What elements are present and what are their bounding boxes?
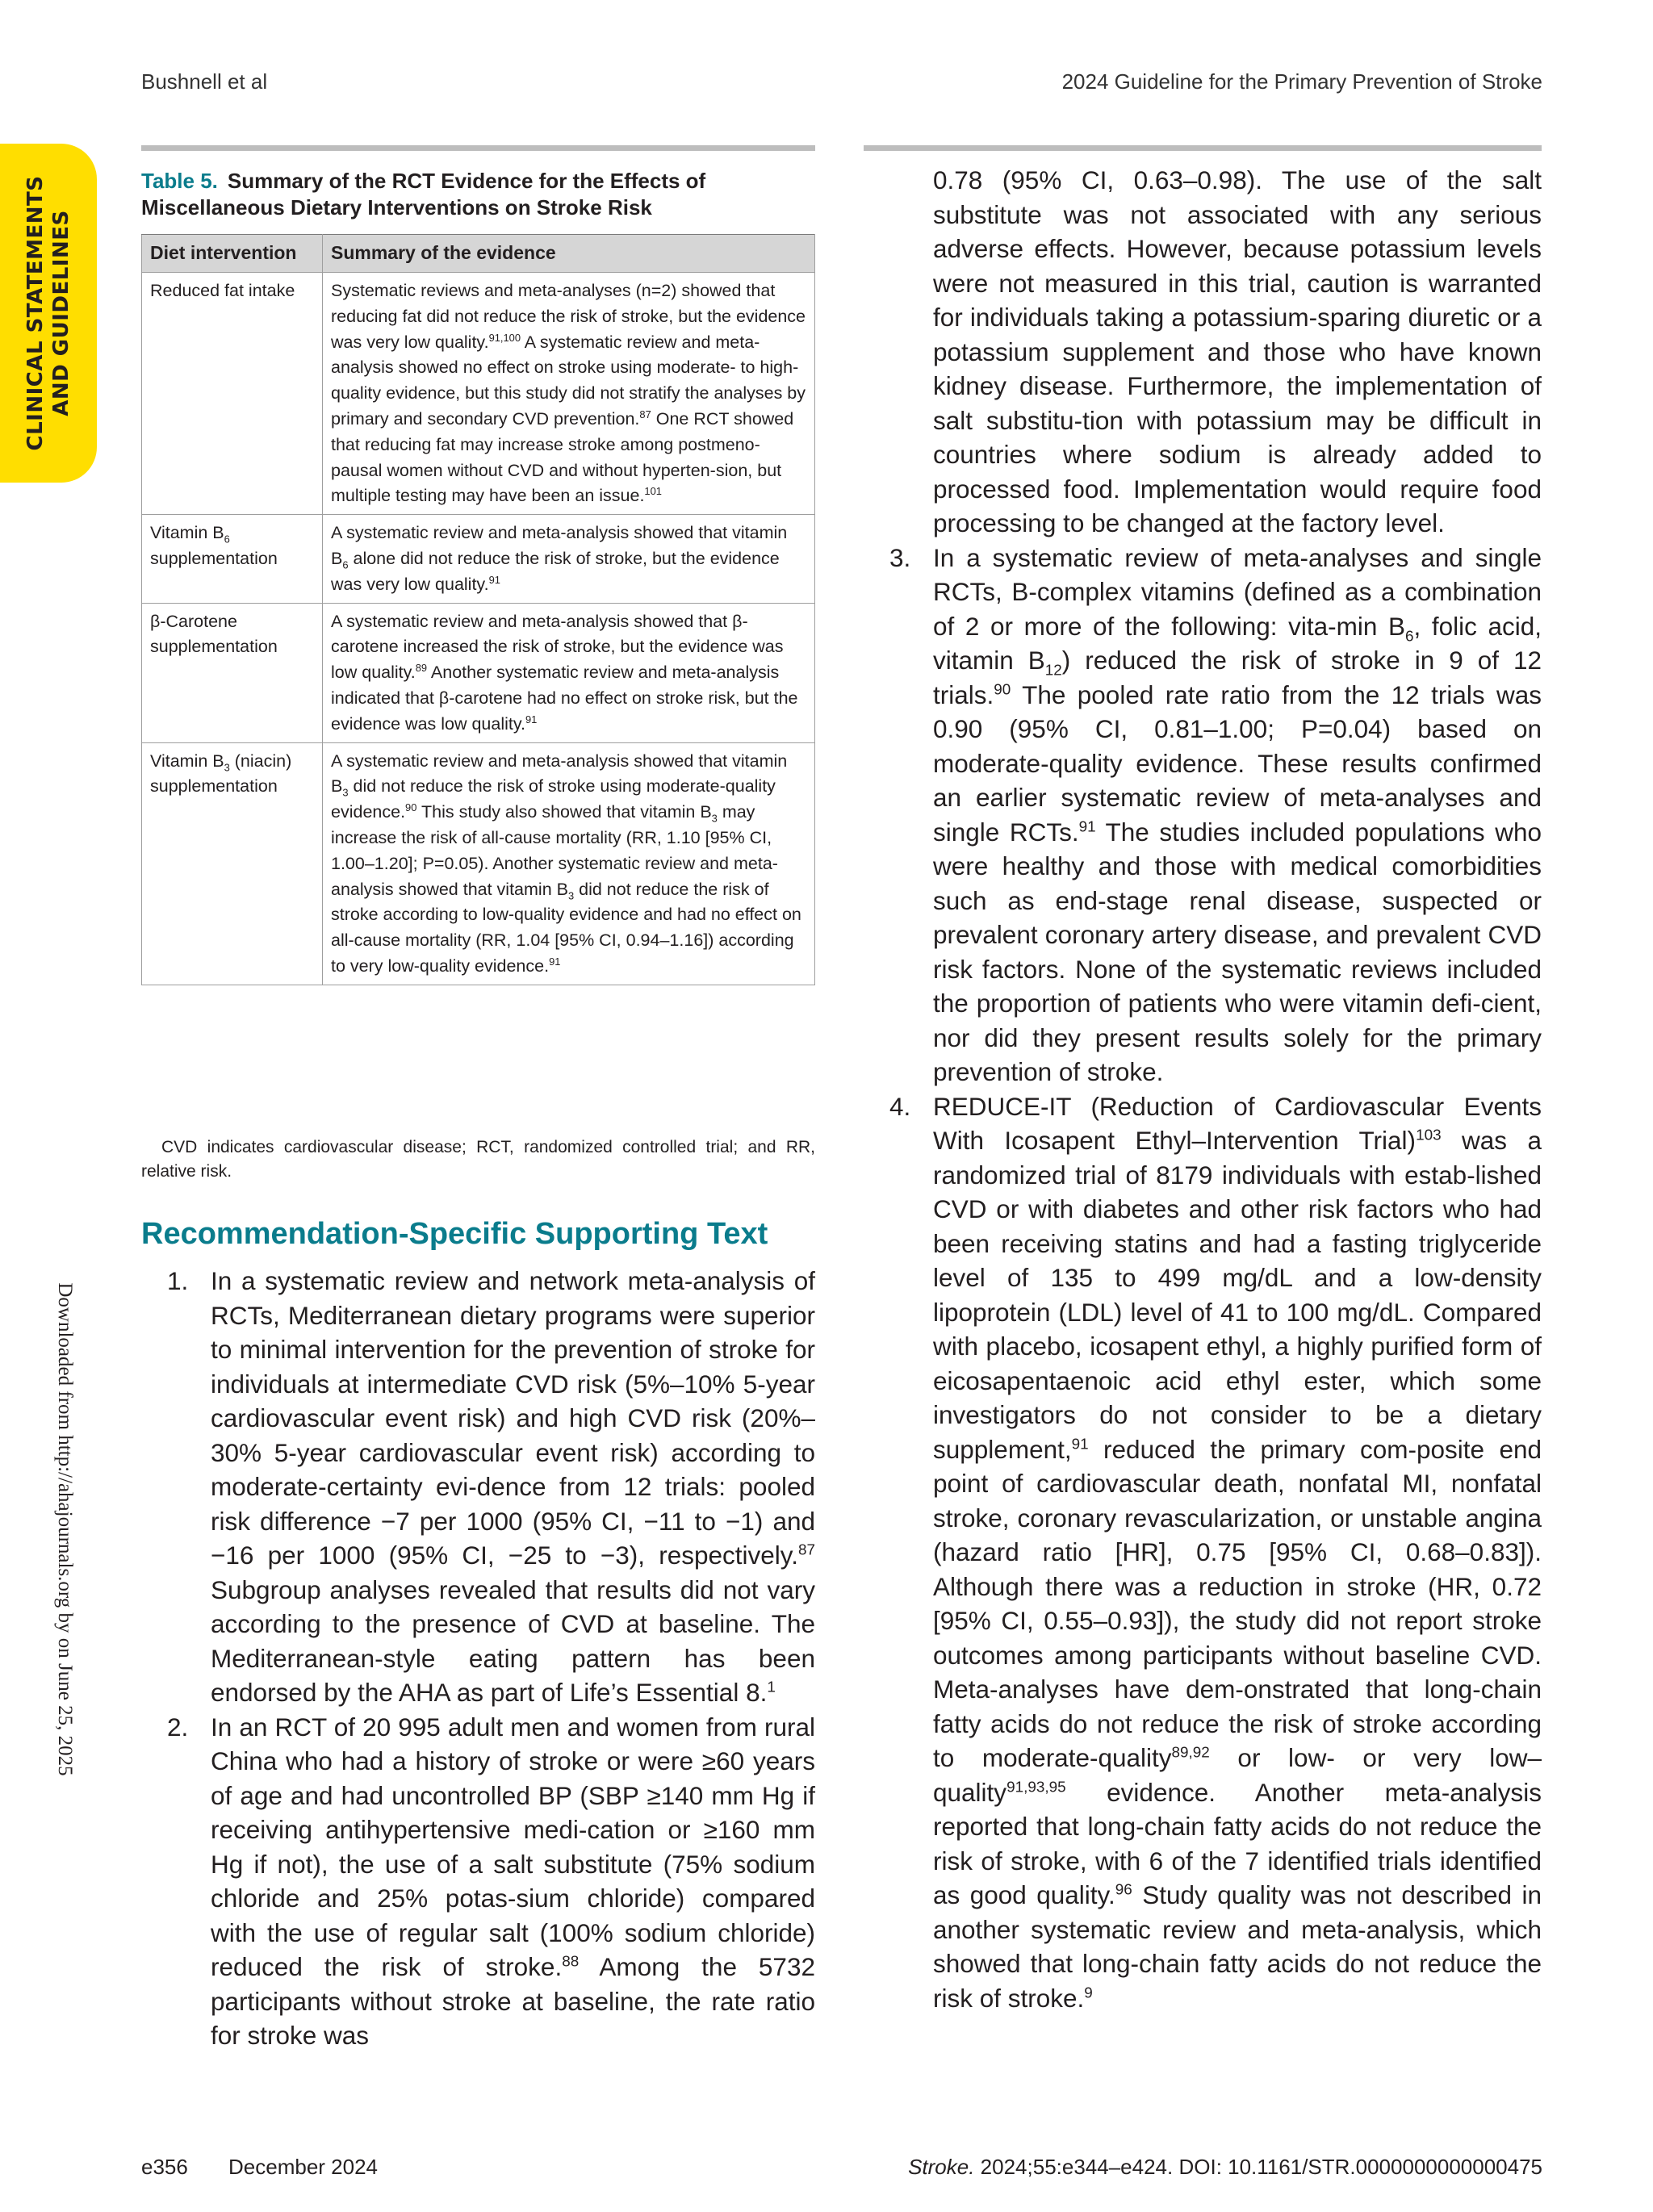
table-row	[142, 273, 815, 515]
table-footnote: CVD indicates cardiovascular disease; RCT, randomized controlled trial; and RR, relative risk.	[141, 1138, 815, 1181]
row-summary: Systematic reviews and meta-analyses (n=2) showed that reducing fat did not reduce the risk of stroke, but the evidence was very low quality.$^{91,100}$ A systematic review and meta-analysis showed no effect on stroke using moderate- to high-quality evidence, but this study did not stratify the analyses by primary and secondary CVD prevention.$^{87}$ One RCT showed that reducing fat may increase stroke among postmeno-pausal women without CVD and without hyperten-sion, but multiple testing may have been an issue.$^{101}$	[323, 273, 815, 515]
section-heading: Recommendation-Specific Supporting Text	[141, 1217, 768, 1251]
download-note: Downloaded from http://ahajournals.org by on June 25, 2025	[54, 1282, 76, 1776]
table-number: Table 5.	[141, 169, 218, 193]
left-column-rule	[141, 145, 815, 151]
list-item-text: In a systematic review of meta-analyses and single RCTs, B-complex vitamins (defined as a combination of 2 or more of the following: vita-min $B_6$, folic acid, vitamin $B_{12}$) reduced the risk of stroke in 9 of 12 trials.$^{90}$ The pooled rate ratio from the 12 trials was 0.90 (95% CI, 0.81–1.00; P=0.04) based on moderate-quality evidence. These results confirmed an earlier systematic review of meta-analyses and single RCTs.$^{91}$ The studies included populations who were healthy and those with medical comorbidities such as end-stage renal disease, suspected or prevalent coronary artery disease, and prevalent CVD risk factors. None of the systematic reviews included the proportion of patients who were vitamin defi-cient, nor did they present results solely for the primary prevention of stroke.	[933, 542, 1542, 1086]
table-row	[142, 742, 815, 985]
list-item	[864, 1089, 1542, 2016]
running-title: 2024 Guideline for the Primary Prevention of Stroke	[1061, 69, 1542, 94]
row-intervention: Vitamin $B_3$ (niacin) supplementation	[142, 742, 323, 985]
journal-name: Stroke.	[908, 2155, 975, 2179]
issue-date: December 2024	[228, 2155, 378, 2179]
list-item-number: 1.	[167, 1266, 189, 1295]
table-row	[142, 603, 815, 742]
list-item	[864, 541, 1542, 1089]
table-header-row	[142, 235, 815, 273]
row-intervention: Reduced fat intake	[142, 273, 323, 515]
list-item-text: REDUCE-IT (Reduction of Cardiovascular Events With Icosapent Ethyl–Intervention Trial)$^{103}$ was a randomized trial of 8179 individuals with estab-lished CVD or with diabetes and other risk factors who had been receiving statins and had a fasting triglyceride level of 135 to 499 mg/dL and a low-density lipoprotein (LDL) level of 41 to 100 mg/dL. Compared with placebo, icosapent ethyl, a highly purified form of eicosapentaenoic acid ethyl ester, which some investigators do not consider to be a dietary supplement,$^{91}$ reduced the primary com-posite end point of cardiovascular death, nonfatal MI, nonfatal stroke, coronary revascularization, or unstable angina (hazard ratio [HR], 0.75 [95% CI, 0.68–0.83]). Although there was a reduction in stroke (HR, 0.72 [95% CI, 0.55–0.93]), the study did not report stroke outcomes among participants without baseline CVD. Meta-analyses have dem-onstrated that long-chain fatty acids do not reduce the risk of stroke according to moderate-quality$^{89,92}$ or low- or very low–quality$^{91,93,95}$ evidence. Another meta-analysis reported that long-chain fatty acids do not reduce the risk of stroke, with 6 of the 7 identified trials identified as good quality.$^{96}$ Study quality was not described in another systematic review and meta-analysis, which showed that long-chain fatty acids do not reduce the risk of stroke.$^9$	[933, 1091, 1542, 2013]
list-item-number: 2.	[167, 1712, 189, 1742]
row-intervention: Vitamin $B_6$ supplementation	[142, 515, 323, 603]
row-summary: A systematic review and meta-analysis showed that vitamin $B_3$ did not reduce the risk of stroke using moderate-quality evidence.$^{90}$ This study also showed that vitamin $B_3$ may increase the risk of all-cause mortality (RR, 1.10 [95% CI, 1.00–1.20]; P=0.05). Another systematic review and meta-analysis showed that vitamin $B_3$ did not reduce the risk of stroke according to low-quality evidence and had no effect on all-cause mortality (RR, 1.04 [95% CI, 0.94–1.16]) according to very low-quality evidence.$^{91}$	[323, 742, 815, 985]
right-column-rule	[864, 145, 1542, 151]
list-item	[141, 1264, 815, 1710]
header-diet-intervention: Diet intervention	[142, 235, 323, 273]
evidence-table	[141, 234, 815, 985]
section-tab-line1: CLINICAL STATEMENTS	[23, 175, 48, 451]
citation-details: 2024;55:e344–e424. DOI: 10.1161/STR.0000000000000475	[980, 2155, 1542, 2179]
list-item-text: In a systematic review and network meta-analysis of RCTs, Mediterranean dietary programs were superior to minimal intervention for the prevention of stroke for individuals at intermediate CVD risk (5%–10% 5-year cardiovascular event risk) and high CVD risk (20%–30% 5-year cardiovascular event risk) according to moderate-certainty evi-dence from 12 trials: pooled risk difference −7 per 1000 (95% CI, −11 to −1) and −16 per 1000 (95% CI, −25 to −3), respectively.$^{87}$ Subgroup analyses revealed that results did not vary according to the presence of CVD at baseline. The Mediterranean-style eating pattern has been endorsed by the AHA as part of Life’s Essential 8.$^1$	[211, 1266, 815, 1707]
list-item-text: 0.78 (95% CI, 0.63–0.98). The use of the salt substitute was not associated with any serious adverse effects. However, because potassium levels were not measured in this trial, caution is warranted for individuals taking a potassium-sparing diuretic or a potassium supplement and those who have known kidney disease. Furthermore, the implementation of salt substitu-tion with potassium may be difficult in countries where sodium is already added to processed food. Implementation would require food processing to be changed at the factory level.	[933, 165, 1542, 537]
left-column	[141, 1264, 815, 2053]
section-tab-line2: AND GUIDELINES	[49, 210, 73, 416]
list-item-text: In an RCT of 20 995 adult men and women from rural China who had a history of stroke or were ≥60 years of age and had uncontrolled BP (SBP ≥140 mm Hg if receiving antihypertensive medi-cation or ≥160 mm Hg if not), the use of a salt substitute (75% sodium chloride and 25% potas-sium chloride) compared with the use of regular salt (100% sodium chloride) reduced the risk of stroke.$^{88}$ Among the 5732 participants without stroke at baseline, the rate ratio for stroke was	[211, 1712, 815, 2050]
running-author: Bushnell et al	[141, 69, 268, 94]
table-title: Summary of the RCT Evidence for the Effects of Miscellaneous Dietary Interventions on Stroke Risk	[141, 169, 706, 220]
table-row	[142, 515, 815, 603]
page-number: e356	[141, 2155, 188, 2179]
row-summary: A systematic review and meta-analysis showed that vitamin $B_6$ alone did not reduce the risk of stroke, but the evidence was very low quality.$^{91}$	[323, 515, 815, 603]
row-intervention: β-Carotene supplementation	[142, 603, 323, 742]
right-column	[864, 163, 1542, 2015]
list-item	[141, 1710, 815, 2053]
header-summary-of-evidence: Summary of the evidence	[323, 235, 815, 273]
list-item-number: 3.	[889, 542, 911, 572]
citation	[908, 2155, 1542, 2180]
list-item-number: 4.	[889, 1091, 911, 1121]
list-item-continued	[864, 163, 1542, 541]
section-tab-label	[23, 176, 74, 451]
row-summary: A systematic review and meta-analysis showed that β-carotene increased the risk of stroke, but the evidence was low quality.$^{89}$ Another systematic review and meta-analysis indicated that β-carotene had no effect on stroke risk, but the evidence was low quality.$^{91}$	[323, 603, 815, 742]
table-caption	[141, 168, 811, 221]
